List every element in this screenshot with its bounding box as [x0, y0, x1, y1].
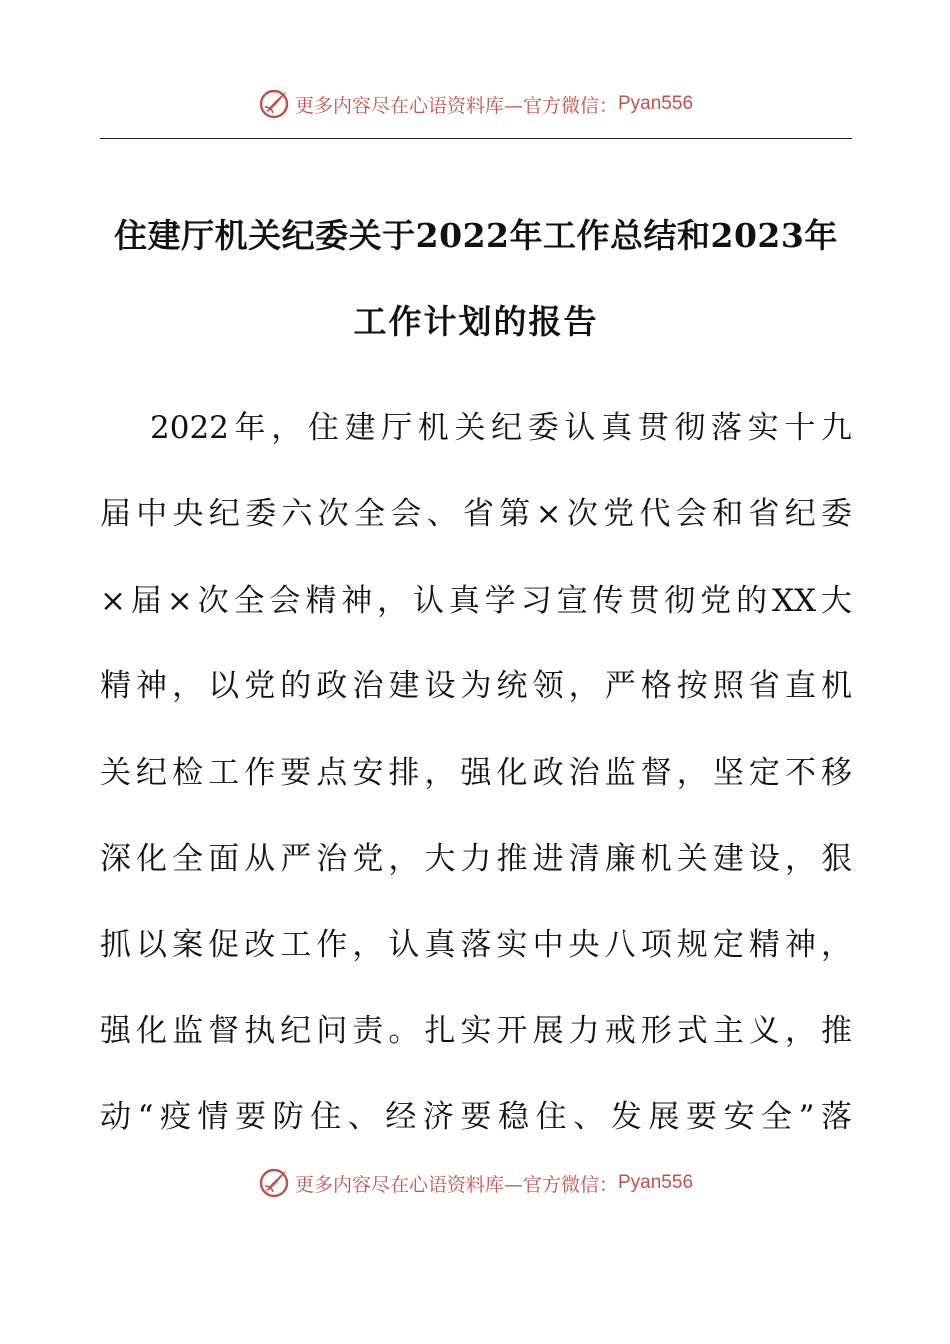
quill-circle-logo-icon: [257, 87, 291, 121]
document-title-line-1: 住建厅机关纪委关于2022年工作总结和2023年: [114, 216, 838, 255]
footer-banner-text: 更多内容尽在心语资料库—官方微信：: [294, 1173, 618, 1196]
banner-text: 更多内容尽在心语资料库—官方微信：: [294, 94, 618, 117]
body-line: ×届×次全会精神，认真学习宣传贯彻党的XX大: [100, 583, 852, 619]
header-divider: [100, 138, 852, 139]
footer-wechat-id: Pyan556: [618, 1172, 694, 1193]
body-line: 2022年，住建厅机关纪委认真贯彻落实十九: [150, 410, 852, 446]
body-line: 动“疫情要防住、经济要稳住、发展要安全”落: [100, 1099, 852, 1135]
header-banner: [0, 84, 950, 124]
body-line: 抓以案促改工作，认真落实中央八项规定精神，: [100, 927, 852, 963]
body-line: 深化全面从严治党，大力推进清廉机关建设，狠: [100, 841, 852, 877]
quill-circle-logo-icon: [257, 1166, 291, 1200]
document-title-line-2: 工作计划的报告: [353, 302, 599, 341]
body-line: 强化监督执纪问责。扎实开展力戒形式主义，推: [100, 1013, 852, 1049]
body-line: 届中央纪委六次全会、省第×次党代会和省纪委: [100, 496, 852, 532]
banner-wechat-id: Pyan556: [618, 93, 694, 114]
body-line: 精神，以党的政治建设为统领，严格按照省直机: [100, 668, 852, 704]
footer-banner: [0, 1163, 950, 1203]
body-line: 关纪检工作要点安排，强化政治监督，坚定不移: [100, 755, 852, 791]
